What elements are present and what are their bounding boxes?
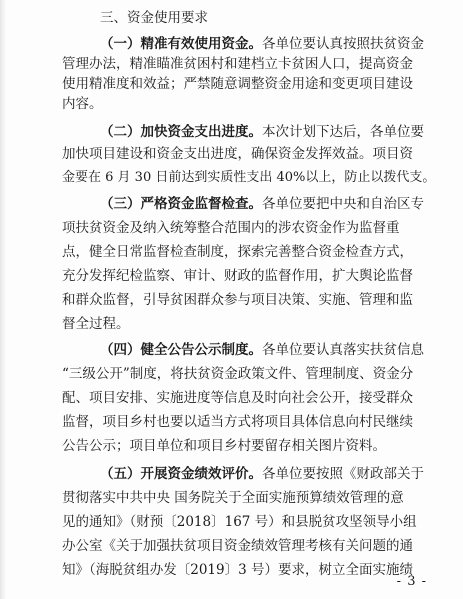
para5-line: 贯彻落实中共中央 国务院关于全面实施预算绩效管理的意 bbox=[62, 490, 404, 506]
para1-title: （一）精准有效使用资金。 bbox=[100, 36, 262, 52]
para5-line: 知》（海脱贫组办发〔2019〕3 号）要求，树立全面实施绩 bbox=[62, 562, 413, 578]
para2-first-rest: 本次计划下达后，各单位要 bbox=[262, 124, 424, 140]
para1-line: 管理办法，精准瞄准贫困村和建档立卡贫困人口，提高资金 bbox=[62, 56, 413, 72]
para4-line: 监督，项目乡村也要以适当方式将项目具体信息向村民继续 bbox=[62, 414, 413, 430]
para4-line: 配、项目安排、实施进度等信息及时向社会公开，接受群众 bbox=[62, 390, 413, 406]
para5-first-rest: 各单位要按照《财政部关于 bbox=[262, 466, 424, 482]
para3-line: 点，健全日常监督检查制度，探索完善整合资金检查方式， bbox=[62, 244, 413, 260]
para4-first-rest: 各单位要认真落实扶贫信息 bbox=[262, 342, 424, 358]
section-heading: 三、资金使用要求 bbox=[100, 10, 208, 26]
para3-title: （三）严格资金监督检查。 bbox=[100, 196, 262, 212]
para1-line: 内容。 bbox=[62, 96, 103, 112]
para2-line: 金要在 6 月 30 日前达到实质性支出 40%以上，防止以拨代支。 bbox=[62, 170, 436, 185]
para1-first-line bbox=[100, 36, 424, 52]
para3-line: 充分发挥纪检监察、审计、财政的监督作用，扩大舆论监督 bbox=[62, 268, 413, 284]
page-edge-shadow bbox=[0, 0, 6, 599]
para1-first-rest: 各单位要认真按照扶贫资金 bbox=[262, 36, 424, 52]
para2-first-line bbox=[100, 124, 424, 140]
para4-line: 公告公示；项目单位和项目乡村要留存相关图片资料。 bbox=[62, 438, 386, 454]
para5-first-line bbox=[100, 466, 424, 482]
page-number: - 3 - bbox=[396, 574, 427, 589]
para5-line: 见的通知》（财预〔2018〕167 号）和县脱贫攻坚领导小组 bbox=[62, 514, 417, 530]
para3-first-rest: 各单位要把中央和自治区专 bbox=[262, 196, 424, 212]
para1-line: 使用精准度和效益；严禁随意调整资金用途和变更项目建设 bbox=[62, 76, 413, 92]
para2-title: （二）加快资金支出进度。 bbox=[100, 124, 262, 140]
para4-line: “三级公开”制度，将扶贫资金政策文件、管理制度、资金分 bbox=[62, 366, 414, 382]
para5-title: （五）开展资金绩效评价。 bbox=[100, 466, 262, 482]
para4-first-line bbox=[100, 342, 424, 358]
para3-line: 和群众监督，引导贫困群众参与项目决策、实施、管理和监 bbox=[62, 292, 413, 308]
para3-line: 督全过程。 bbox=[62, 316, 130, 332]
para2-line: 加快项目建设和资金支出进度，确保资金发挥效益。项目资 bbox=[62, 146, 413, 162]
para3-first-line bbox=[100, 196, 424, 212]
para4-title: （四）健全公告公示制度。 bbox=[100, 342, 262, 358]
para3-line: 项扶贫资金及纳入统筹整合范围内的涉农资金作为监督重 bbox=[62, 220, 400, 236]
para5-line: 办公室《关于加强扶贫项目资金绩效管理考核有关问题的通 bbox=[62, 538, 413, 554]
